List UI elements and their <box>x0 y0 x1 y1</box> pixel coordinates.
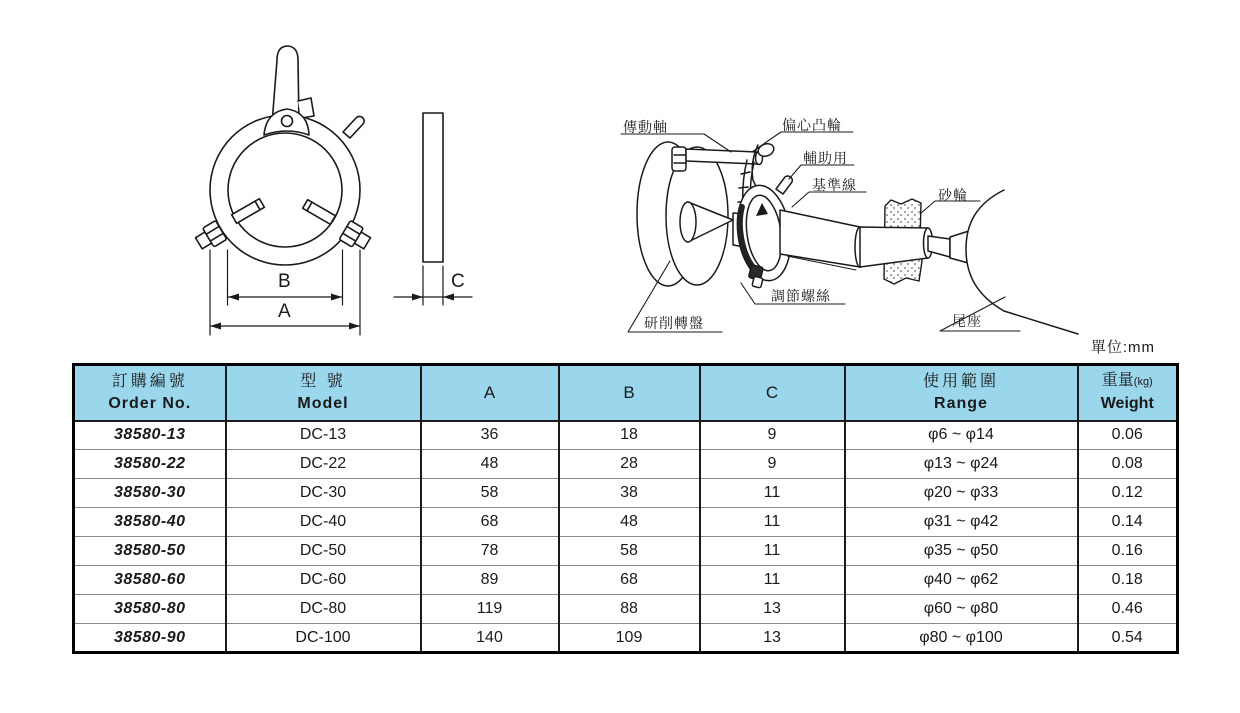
cell-a: 36 <box>421 421 559 450</box>
lever-handle <box>264 46 314 135</box>
cell-order-no: 38580-40 <box>74 508 226 537</box>
cell-range: φ80 ~ φ100 <box>845 624 1078 653</box>
col-header-order-no: 訂購編號 Order No. <box>74 365 226 421</box>
col-header-weight: 重量(kg) Weight <box>1078 365 1178 421</box>
cell-weight: 0.16 <box>1078 537 1178 566</box>
cell-weight: 0.18 <box>1078 566 1178 595</box>
cell-order-no: 38580-90 <box>74 624 226 653</box>
cell-b: 38 <box>559 479 700 508</box>
col-header-a: A <box>421 365 559 421</box>
cell-range: φ60 ~ φ80 <box>845 595 1078 624</box>
cell-a: 48 <box>421 450 559 479</box>
cell-model: DC-80 <box>226 595 421 624</box>
front-side-view-drawing <box>160 25 500 345</box>
label-grinding-turntable: 研削轉盤 <box>644 315 704 331</box>
cell-range: φ6 ~ φ14 <box>845 421 1078 450</box>
cell-c: 9 <box>700 450 845 479</box>
table-row <box>74 624 1178 653</box>
table-row <box>74 450 1178 479</box>
dim-label-b: B <box>278 271 291 292</box>
spec-table <box>72 363 1179 654</box>
cell-a: 78 <box>421 537 559 566</box>
cell-weight: 0.12 <box>1078 479 1178 508</box>
cell-a: 68 <box>421 508 559 537</box>
cell-range: φ20 ~ φ33 <box>845 479 1078 508</box>
col-header-range: 使用範圍 Range <box>845 365 1078 421</box>
label-grinding-wheel: 砂輪 <box>938 187 968 203</box>
cell-a: 89 <box>421 566 559 595</box>
label-adjust-screw: 調節螺絲 <box>771 288 831 304</box>
cell-c: 11 <box>700 479 845 508</box>
table-row <box>74 508 1178 537</box>
cell-order-no: 38580-30 <box>74 479 226 508</box>
cell-model: DC-30 <box>226 479 421 508</box>
adjusting-screw <box>748 265 763 288</box>
cell-c: 13 <box>700 624 845 653</box>
cell-order-no: 38580-50 <box>74 537 226 566</box>
cell-weight: 0.14 <box>1078 508 1178 537</box>
cell-model: DC-100 <box>226 624 421 653</box>
header-row <box>74 365 1178 421</box>
cell-c: 11 <box>700 566 845 595</box>
cell-b: 18 <box>559 421 700 450</box>
cell-b: 88 <box>559 595 700 624</box>
cell-b: 109 <box>559 624 700 653</box>
cell-b: 58 <box>559 537 700 566</box>
cell-a: 140 <box>421 624 559 653</box>
cell-c: 9 <box>700 421 845 450</box>
dim-label-a: A <box>278 301 291 322</box>
workpiece-shaft <box>780 210 865 270</box>
cell-c: 11 <box>700 508 845 537</box>
side-view-plate <box>423 113 443 262</box>
unit-note: 單位:mm <box>1090 339 1155 356</box>
cell-order-no: 38580-60 <box>74 566 226 595</box>
table-row <box>74 421 1178 450</box>
label-tailstock: 尾座 <box>952 313 982 329</box>
cell-b: 48 <box>559 508 700 537</box>
table-row <box>74 537 1178 566</box>
cell-weight: 0.54 <box>1078 624 1178 653</box>
col-header-c: C <box>700 365 845 421</box>
tailstock-body <box>966 190 1078 334</box>
cell-model: DC-40 <box>226 508 421 537</box>
cell-c: 13 <box>700 595 845 624</box>
col-header-b: B <box>559 365 700 421</box>
col-header-model: 型 號 Model <box>226 365 421 421</box>
cell-a: 119 <box>421 595 559 624</box>
cell-b: 68 <box>559 566 700 595</box>
cell-range: φ40 ~ φ62 <box>845 566 1078 595</box>
table-row <box>74 479 1178 508</box>
cell-model: DC-50 <box>226 537 421 566</box>
cell-order-no: 38580-80 <box>74 595 226 624</box>
cell-order-no: 38580-22 <box>74 450 226 479</box>
label-eccentric-cam: 偏心凸輪 <box>782 117 842 133</box>
cell-model: DC-13 <box>226 421 421 450</box>
cell-range: φ13 ~ φ24 <box>845 450 1078 479</box>
cell-weight: 0.46 <box>1078 595 1178 624</box>
dim-label-c: C <box>451 271 465 292</box>
cell-c: 11 <box>700 537 845 566</box>
cell-weight: 0.06 <box>1078 421 1178 450</box>
side-pin <box>343 116 364 138</box>
cell-order-no: 38580-13 <box>74 421 226 450</box>
table-row <box>74 566 1178 595</box>
cell-range: φ35 ~ φ50 <box>845 537 1078 566</box>
table-row <box>74 595 1178 624</box>
cell-a: 58 <box>421 479 559 508</box>
label-reference-line: 基準線 <box>812 177 857 193</box>
cell-weight: 0.08 <box>1078 450 1178 479</box>
cell-range: φ31 ~ φ42 <box>845 508 1078 537</box>
cell-model: DC-60 <box>226 566 421 595</box>
cell-model: DC-22 <box>226 450 421 479</box>
clamp-ring-outline <box>210 115 360 265</box>
cell-b: 28 <box>559 450 700 479</box>
assembly-diagram <box>585 95 1205 345</box>
label-auxiliary: 輔助用 <box>803 150 848 166</box>
label-drive-shaft: 傳動軸 <box>623 119 668 135</box>
